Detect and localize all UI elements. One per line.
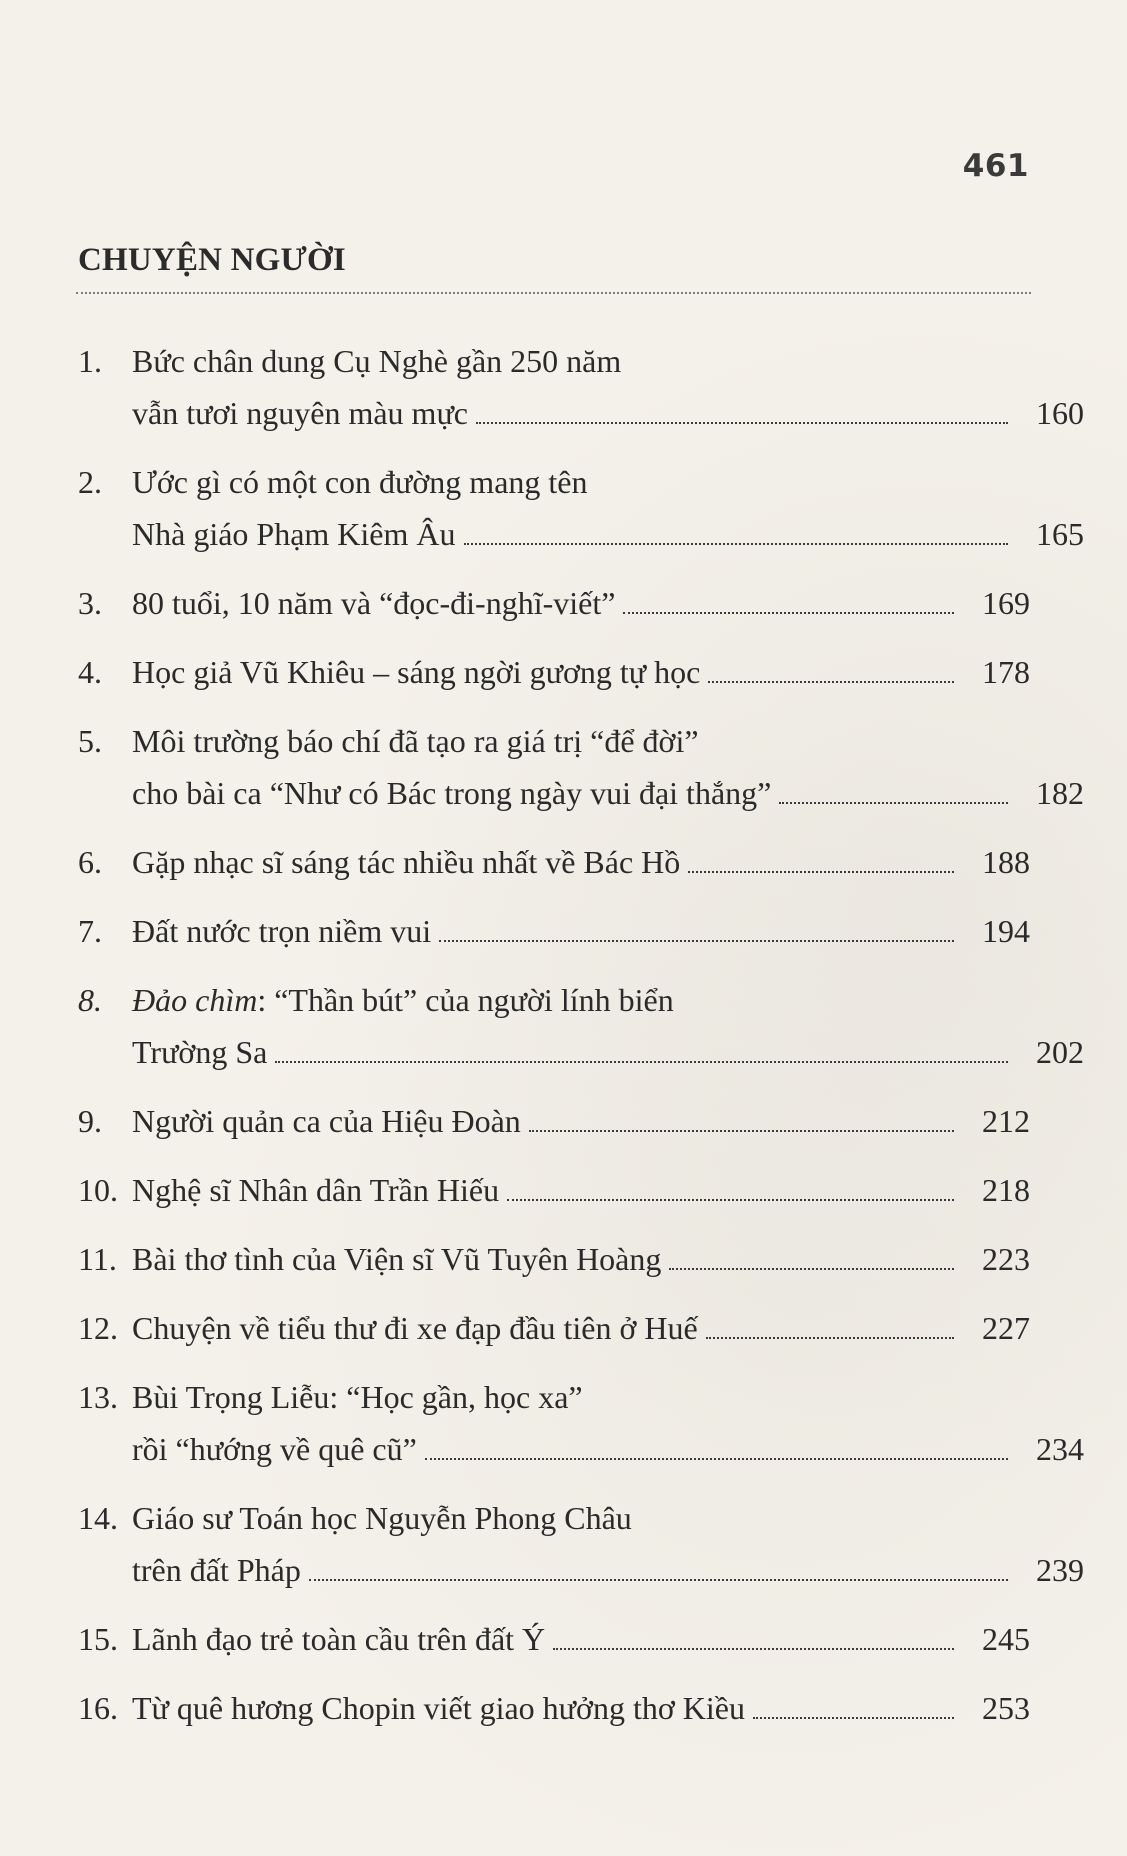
toc-entry-title-line-1: Môi trường báo chí đã tạo ra giá trị “để đời”	[132, 723, 699, 759]
toc-entry[interactable]	[78, 1371, 1084, 1475]
dot-leader	[425, 1458, 1008, 1460]
toc-entry[interactable]	[78, 335, 1084, 439]
toc-entry-number: 1.	[78, 343, 102, 379]
dot-leader	[553, 1648, 954, 1650]
dot-leader	[529, 1130, 954, 1132]
table-of-contents	[78, 335, 1084, 1751]
toc-entry-page: 182	[1036, 775, 1084, 811]
toc-entry-title: Lãnh đạo trẻ toàn cầu trên đất Ý	[132, 1621, 546, 1657]
toc-entry[interactable]	[78, 1233, 1030, 1285]
toc-entry-page: 253	[982, 1690, 1030, 1726]
toc-entry-page: 212	[982, 1103, 1030, 1139]
toc-entry-page: 234	[1036, 1431, 1084, 1467]
section-title: CHUYỆN NGƯỜI	[78, 242, 346, 278]
toc-entry-title-line-1: : “Thần bút” của người lính biển	[257, 982, 674, 1018]
dot-leader	[623, 612, 954, 614]
dot-leader	[476, 422, 1008, 424]
toc-entry-page: 202	[1036, 1034, 1084, 1070]
toc-entry-title: 80 tuổi, 10 năm và “đọc-đi-nghĩ-viết”	[132, 585, 616, 621]
dot-leader	[275, 1061, 1008, 1063]
dot-leader	[688, 871, 954, 873]
toc-entry-page: 218	[982, 1172, 1030, 1208]
toc-entry-title-line-1: Bùi Trọng Liễu: “Học gần, học xa”	[132, 1379, 583, 1415]
dot-leader	[464, 543, 1009, 545]
toc-entry-page: 239	[1036, 1552, 1084, 1588]
toc-entry-number: 3.	[78, 585, 102, 621]
toc-entry-number: 6.	[78, 844, 102, 880]
toc-entry-title-line-2: vẫn tươi nguyên màu mực	[132, 395, 468, 431]
toc-entry-number: 15.	[78, 1621, 118, 1657]
toc-entry-number: 2.	[78, 464, 102, 500]
toc-entry-title-line-1: Ước gì có một con đường mang tên	[132, 464, 588, 500]
toc-entry-title-line-2: cho bài ca “Như có Bác trong ngày vui đại thắng”	[132, 775, 772, 811]
dot-leader	[753, 1717, 954, 1719]
toc-entry-title: Đất nước trọn niềm vui	[132, 913, 432, 949]
toc-entry[interactable]	[78, 646, 1030, 698]
dot-leader	[708, 681, 954, 683]
section-divider	[76, 292, 1031, 294]
toc-entry-number: 8.	[78, 982, 102, 1018]
toc-entry-title: Bài thơ tình của Viện sĩ Vũ Tuyên Hoàng	[132, 1241, 662, 1277]
toc-entry[interactable]	[78, 1302, 1030, 1354]
toc-entry-title-line-2: Trường Sa	[132, 1034, 268, 1070]
toc-entry-title: Chuyện về tiểu thư đi xe đạp đầu tiên ở Huế	[132, 1310, 698, 1346]
toc-entry[interactable]	[78, 1682, 1030, 1734]
toc-entry[interactable]	[78, 836, 1030, 888]
toc-entry[interactable]	[78, 1492, 1084, 1596]
toc-entry-number: 4.	[78, 654, 102, 690]
toc-entry-page: 227	[982, 1310, 1030, 1346]
dot-leader	[669, 1268, 954, 1270]
toc-entry-number: 9.	[78, 1103, 102, 1139]
toc-entry-page: 245	[982, 1621, 1030, 1657]
toc-entry-title-line-1: Giáo sư Toán học Nguyễn Phong Châu	[132, 1500, 632, 1536]
dot-leader	[309, 1579, 1008, 1581]
toc-entry-page: 223	[982, 1241, 1030, 1277]
toc-entry-number: 10.	[78, 1172, 118, 1208]
toc-entry-italic-prefix: Đảo chìm	[132, 982, 258, 1018]
toc-entry-title-line-2: Nhà giáo Phạm Kiêm Âu	[132, 516, 456, 552]
toc-entry-number: 13.	[78, 1379, 118, 1415]
toc-entry-page: 188	[982, 844, 1030, 880]
toc-entry-page: 165	[1036, 516, 1084, 552]
toc-entry[interactable]	[78, 974, 1084, 1078]
toc-entry-number: 11.	[78, 1241, 117, 1277]
toc-entry[interactable]	[78, 1164, 1030, 1216]
toc-entry-title: Người quản ca của Hiệu Đoàn	[132, 1103, 521, 1139]
toc-entry[interactable]	[78, 1613, 1030, 1665]
dot-leader	[439, 940, 954, 942]
toc-entry[interactable]	[78, 1095, 1030, 1147]
dot-leader	[507, 1199, 954, 1201]
toc-entry-number: 16.	[78, 1690, 118, 1726]
dot-leader	[706, 1337, 954, 1339]
toc-entry-page: 160	[1036, 395, 1084, 431]
toc-entry-page: 169	[982, 585, 1030, 621]
toc-entry-title: Nghệ sĩ Nhân dân Trần Hiếu	[132, 1172, 500, 1208]
toc-entry[interactable]	[78, 715, 1084, 819]
toc-entry-page: 178	[982, 654, 1030, 690]
toc-entry-number: 14.	[78, 1500, 118, 1536]
toc-entry-number: 5.	[78, 723, 102, 759]
toc-entry-title-line-2: trên đất Pháp	[132, 1552, 301, 1588]
page-number: 461	[962, 148, 1029, 184]
toc-entry-number: 7.	[78, 913, 102, 949]
toc-entry[interactable]	[78, 456, 1084, 560]
toc-entry-title: Gặp nhạc sĩ sáng tác nhiều nhất về Bác Hồ	[132, 844, 681, 880]
toc-entry-title-line-2: rồi “hướng về quê cũ”	[132, 1431, 417, 1467]
toc-entry-title-line-1: Bức chân dung Cụ Nghè gần 250 năm	[132, 343, 622, 379]
toc-entry-title: Từ quê hương Chopin viết giao hưởng thơ Kiều	[132, 1690, 745, 1726]
toc-entry-page: 194	[982, 913, 1030, 949]
dot-leader	[779, 802, 1008, 804]
toc-entry[interactable]	[78, 905, 1030, 957]
toc-entry[interactable]	[78, 577, 1030, 629]
toc-entry-title: Học giả Vũ Khiêu – sáng ngời gương tự học	[132, 654, 701, 690]
toc-entry-number: 12.	[78, 1310, 118, 1346]
